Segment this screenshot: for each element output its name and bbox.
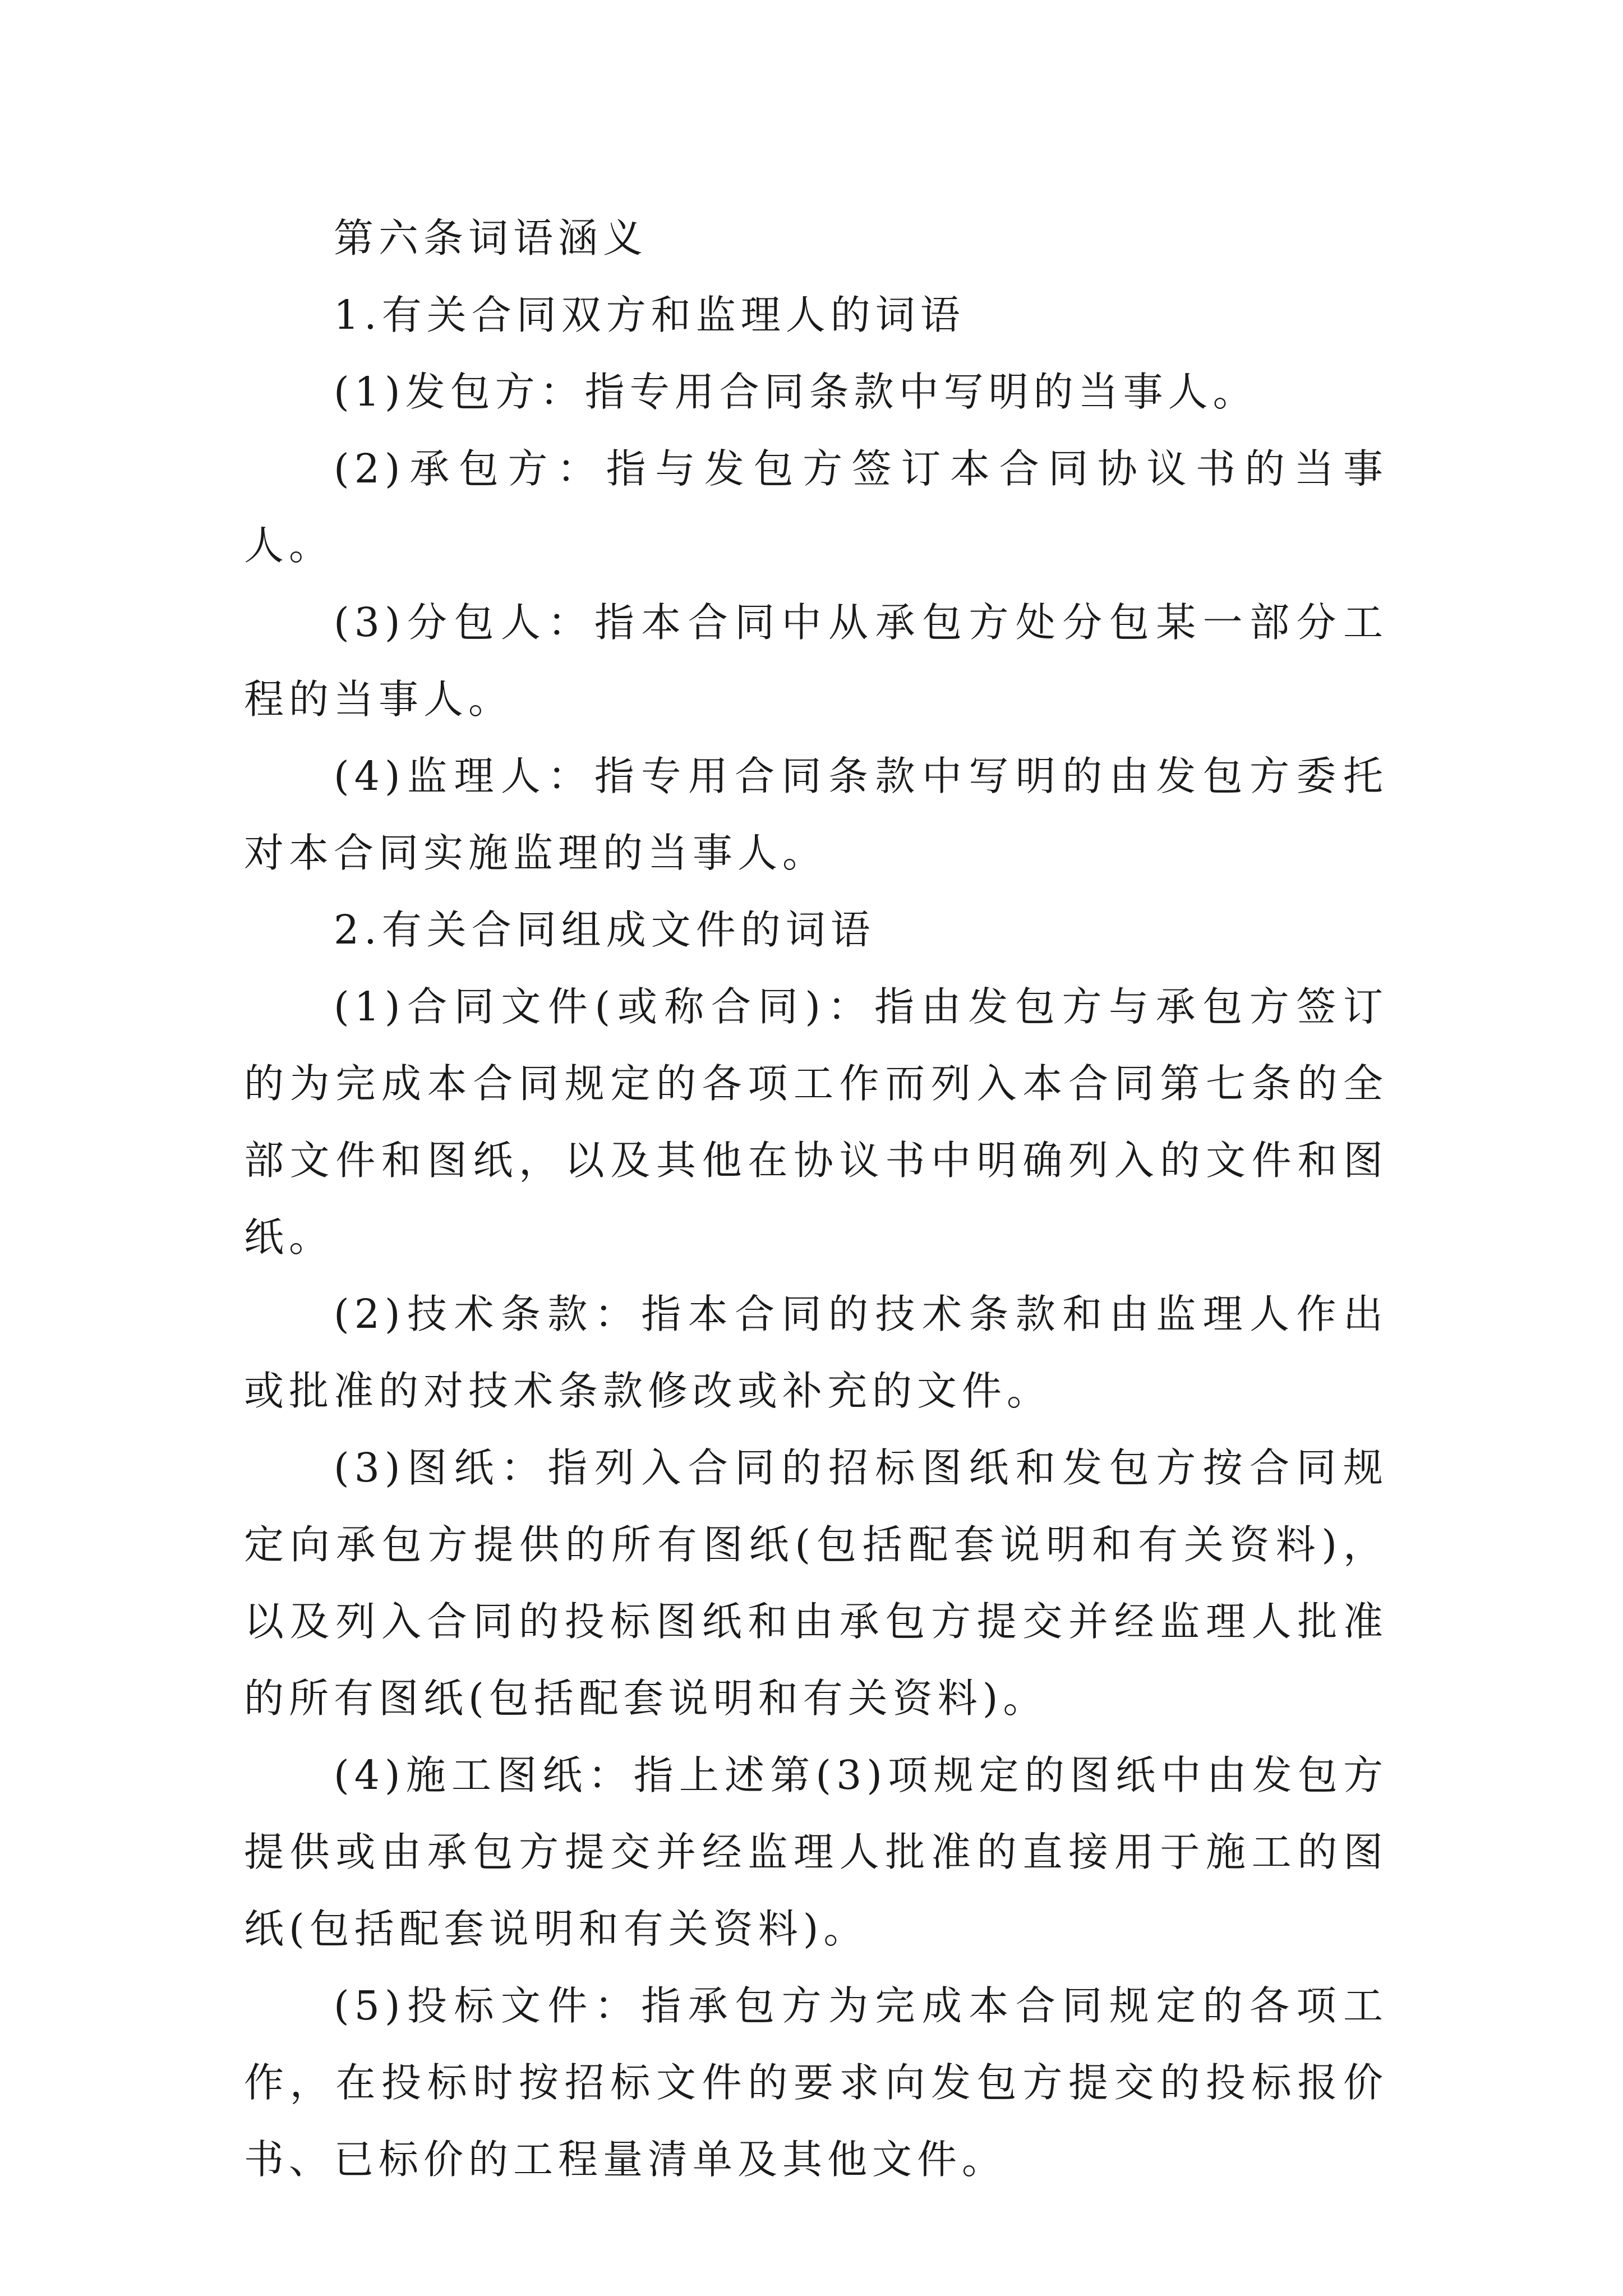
- paragraph-drawings: (3)图纸：指列入合同的招标图纸和发包方按合同规定向承包方提供的所有图纸(包括配套说明和有关资料)，以及列入合同的投标图纸和由承包方提交并经监理人批准的所有图纸(包括配套说明和有关资料)。: [244, 1444, 1388, 1722]
- paragraph-contract-documents: (1)合同文件(或称合同)：指由发包方与承包方签订的为完成本合同规定的各项工作而列入本合同第七条的全部文件和图纸，以及其他在协议书中明确列入的文件和图纸。: [244, 983, 1388, 1260]
- paragraph-supervisor: (4)监理人：指专用合同条款中写明的由发包方委托对本合同实施监理的当事人。: [244, 753, 1388, 876]
- paragraph-heading-2: 2.有关合同组成文件的词语: [334, 907, 875, 953]
- paragraph-construction-drawings: (4)施工图纸：指上述第(3)项规定的图纸中由发包方提供或由承包方提交并经监理人批准的直接用于施工的图纸(包括配套说明和有关资料)。: [244, 1752, 1388, 1952]
- paragraph-employer: (1)发包方：指专用合同条款中写明的当事人。: [334, 369, 1258, 415]
- paragraph-heading-1: 1.有关合同双方和监理人的词语: [334, 292, 965, 338]
- paragraph-technical-clauses: (2)技术条款：指本合同的技术条款和由监理人作出或批准的对技术条款修改或补充的文件。: [244, 1291, 1388, 1414]
- paragraph-contractor: (2)承包方：指与发包方签订本合同协议书的当事人。: [244, 445, 1388, 569]
- section-title: 第六条词语涵义: [334, 215, 648, 261]
- paragraph-bid-documents: (5)投标文件：指承包方为完成本合同规定的各项工作，在投标时按招标文件的要求向发包方提交的投标报价书、已标价的工程量清单及其他文件。: [244, 1982, 1388, 2183]
- document-body: [244, 200, 1388, 2198]
- paragraph-subcontractor: (3)分包人：指本合同中从承包方处分包某一部分工程的当事人。: [244, 599, 1388, 723]
